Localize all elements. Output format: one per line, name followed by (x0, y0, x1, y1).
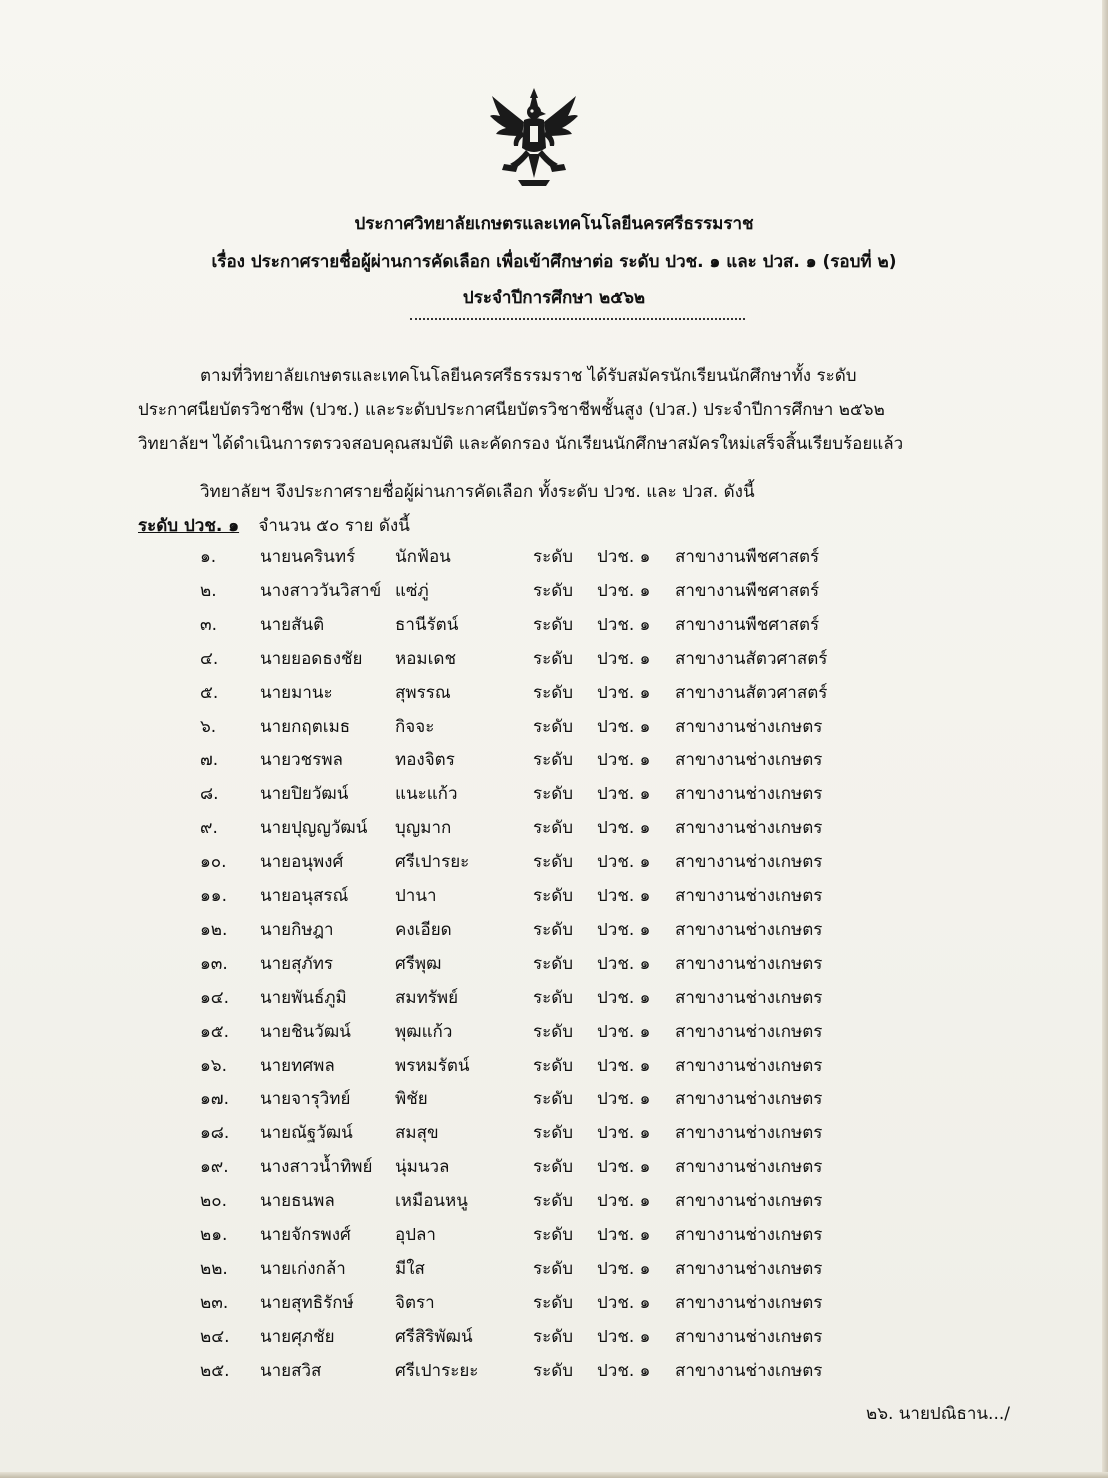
list-item (0, 713, 1108, 743)
list-item (0, 679, 1108, 709)
student-program: ปวช. ๑ (597, 953, 651, 974)
student-level-label: ระดับ (533, 750, 574, 771)
student-number: ๑๘. (200, 1123, 230, 1144)
student-last-name: สุพรรณ (395, 682, 451, 703)
student-branch: สาขางานช่างเกษตร (675, 1258, 823, 1279)
student-level-label: ระดับ (533, 1292, 574, 1313)
student-branch: สาขางานพืชศาสตร์ (675, 547, 820, 567)
student-program: ปวช. ๑ (597, 1123, 651, 1144)
student-level-label: ระดับ (533, 580, 574, 601)
list-item (0, 882, 1108, 912)
student-last-name: เหมือนหนู (395, 1191, 468, 1212)
student-branch: สาขางานช่างเกษตร (675, 852, 823, 873)
student-first-name: นายปุญญวัฒน์ (260, 818, 368, 839)
student-first-name: นายยอดธงชัย (260, 648, 363, 669)
student-number: ๑๙. (200, 1157, 229, 1178)
student-program: ปวช. ๑ (597, 1089, 651, 1110)
student-first-name: นางสาวน้ำทิพย์ (260, 1157, 373, 1178)
student-branch: สาขางานสัตวศาสตร์ (675, 648, 828, 669)
student-program: ปวช. ๑ (597, 1292, 651, 1313)
student-number: ๒๔. (200, 1326, 230, 1347)
student-branch: สาขางานช่างเกษตร (675, 1191, 823, 1212)
student-first-name: นายวชรพล (260, 750, 343, 771)
student-branch: สาขางานช่างเกษตร (675, 886, 823, 906)
student-first-name: นายศุภชัย (260, 1326, 335, 1347)
student-branch: สาขางานช่างเกษตร (675, 1055, 823, 1076)
student-program: ปวช. ๑ (597, 1326, 651, 1347)
student-branch: สาขางานพืชศาสตร์ (675, 614, 820, 635)
student-number: ๒๑. (200, 1225, 228, 1245)
student-level-label: ระดับ (533, 547, 574, 567)
student-number: ๑. (200, 547, 217, 567)
student-program: ปวช. ๑ (597, 648, 651, 669)
student-first-name: นายเก่งกล้า (260, 1258, 346, 1279)
student-last-name: ศรีเปาระยะ (395, 1360, 479, 1381)
student-level-label: ระดับ (533, 1089, 574, 1110)
student-number: ๒. (200, 580, 217, 601)
list-item (0, 1255, 1108, 1285)
student-first-name: นายณัฐวัฒน์ (260, 1123, 353, 1144)
student-last-name: ศรีพุฒ (395, 953, 442, 974)
student-number: ๑๖. (200, 1055, 227, 1076)
list-item (0, 814, 1108, 844)
student-number: ๑๒. (200, 919, 228, 940)
list-item (0, 1085, 1108, 1115)
student-level-label: ระดับ (533, 1055, 574, 1076)
student-number: ๑๗. (200, 1089, 229, 1110)
list-item (0, 1221, 1108, 1251)
student-number: ๖. (200, 716, 217, 737)
student-level-label: ระดับ (533, 818, 574, 839)
paper-edge (0, 1472, 1108, 1478)
student-first-name: นายนครินทร์ (260, 547, 356, 567)
student-branch: สาขางานช่างเกษตร (675, 919, 823, 940)
student-last-name: มีใส (395, 1258, 425, 1279)
student-number: ๙. (200, 818, 218, 839)
student-program: ปวช. ๑ (597, 852, 651, 873)
student-number: ๘. (200, 784, 219, 805)
list-item (0, 780, 1108, 810)
student-first-name: นายทศพล (260, 1055, 335, 1076)
student-last-name: พุฒแก้ว (395, 1021, 453, 1042)
student-last-name: แนะแก้ว (395, 784, 458, 805)
student-number: ๔. (200, 648, 219, 669)
student-level-label: ระดับ (533, 682, 574, 703)
student-program: ปวช. ๑ (597, 919, 651, 940)
student-first-name: นายสันติ (260, 614, 325, 635)
student-last-name: นุ่มนวล (395, 1157, 450, 1178)
student-level-label: ระดับ (533, 1191, 574, 1212)
student-branch: สาขางานช่างเกษตร (675, 1326, 823, 1347)
list-item (0, 1119, 1108, 1149)
student-level-label: ระดับ (533, 1258, 574, 1279)
student-level-label: ระดับ (533, 648, 574, 669)
student-number: ๑๔. (200, 987, 230, 1008)
student-program: ปวช. ๑ (597, 987, 651, 1008)
student-branch: สาขางานช่างเกษตร (675, 818, 823, 839)
student-branch: สาขางานช่างเกษตร (675, 1292, 823, 1313)
student-branch: สาขางานช่างเกษตร (675, 750, 823, 771)
student-first-name: นายปิยวัฒน์ (260, 784, 349, 805)
student-branch: สาขางานสัตวศาสตร์ (675, 682, 828, 703)
student-branch: สาขางานช่างเกษตร (675, 1360, 823, 1381)
student-level-label: ระดับ (533, 1360, 574, 1381)
student-number: ๗. (200, 750, 219, 771)
student-last-name: พรหมรัตน์ (395, 1055, 470, 1076)
student-first-name: นายกิษฎา (260, 919, 334, 940)
student-level-label: ระดับ (533, 886, 574, 906)
student-last-name: ปานา (395, 886, 437, 906)
student-level-label: ระดับ (533, 1157, 574, 1178)
list-item (0, 1289, 1108, 1319)
student-program: ปวช. ๑ (597, 1360, 651, 1381)
student-last-name: กิจจะ (395, 716, 435, 737)
list-item (0, 916, 1108, 946)
intro-line-1: ตามที่วิทยาลัยเกษตรและเทคโนโลยีนครศรีธรรมราช ได้รับสมัครนักเรียนนักศึกษาทั้ง ระดับ (200, 366, 857, 386)
student-last-name: บุญมาก (395, 818, 452, 839)
student-first-name: นายธนพล (260, 1191, 335, 1212)
student-first-name: นายกฤตเมธ (260, 716, 351, 737)
student-last-name: พิชัย (395, 1089, 428, 1110)
student-last-name: คงเอียด (395, 919, 452, 940)
student-branch: สาขางานช่างเกษตร (675, 1157, 823, 1178)
announcement-title: ประกาศวิทยาลัยเกษตรและเทคโนโลยีนครศรีธรรมราช (354, 214, 754, 234)
student-branch: สาขางานพืชศาสตร์ (675, 580, 820, 601)
student-program: ปวช. ๑ (597, 1258, 651, 1279)
dotted-divider (410, 318, 745, 320)
student-last-name: หอมเดช (395, 648, 457, 669)
student-level-label: ระดับ (533, 1225, 574, 1245)
student-level-label: ระดับ (533, 1326, 574, 1347)
student-first-name: นายชินวัฒน์ (260, 1021, 351, 1042)
list-item (0, 1052, 1108, 1082)
announcement-subject: เรื่อง ประกาศรายชื่อผู้ผ่านการคัดเลือก เพื่อเข้าศึกษาต่อ ระดับ ปวช. ๑ และ ปวส. ๑ (รอบที่ ๒) (211, 252, 897, 272)
student-program: ปวช. ๑ (597, 682, 651, 703)
student-first-name: นายอนุพงศ์ (260, 852, 344, 873)
list-item (0, 984, 1108, 1014)
student-last-name: สมทรัพย์ (395, 987, 459, 1008)
section-count: จำนวน ๕๐ ราย ดังนี้ (258, 516, 410, 536)
student-number: ๒๓. (200, 1292, 229, 1313)
intro-line-2: ประกาศนียบัตรวิชาชีพ (ปวช.) และระดับประกาศนียบัตรวิชาชีพชั้นสูง (ปวส.) ประจำปีการศึกษา ๒๕๖๒ (138, 400, 885, 420)
student-first-name: นายสุทธิรักษ์ (260, 1292, 354, 1313)
student-level-label: ระดับ (533, 987, 574, 1008)
student-program: ปวช. ๑ (597, 886, 651, 906)
garuda-emblem-icon (488, 86, 580, 188)
student-first-name: นายมานะ (260, 682, 333, 703)
student-branch: สาขางานช่างเกษตร (675, 1089, 823, 1110)
student-program: ปวช. ๑ (597, 818, 651, 839)
section-heading (138, 512, 410, 539)
student-number: ๑๐. (200, 852, 227, 873)
student-number: ๓. (200, 614, 218, 635)
student-program: ปวช. ๑ (597, 1157, 651, 1178)
student-program: ปวช. ๑ (597, 784, 651, 805)
student-branch: สาขางานช่างเกษตร (675, 784, 823, 805)
student-number: ๒๐. (200, 1191, 227, 1212)
student-branch: สาขางานช่างเกษตร (675, 1123, 823, 1144)
student-number: ๑๕. (200, 1021, 230, 1042)
student-number: ๒๒. (200, 1258, 228, 1279)
student-last-name: อุปลา (395, 1225, 436, 1245)
student-level-label: ระดับ (533, 716, 574, 737)
student-first-name: นายอนุสรณ์ (260, 886, 349, 906)
list-item (0, 611, 1108, 641)
student-level-label: ระดับ (533, 784, 574, 805)
student-program: ปวช. ๑ (597, 547, 651, 567)
intro-line-3: วิทยาลัยฯ ได้ดำเนินการตรวจสอบคุณสมบัติ และคัดกรอง นักเรียนนักศึกษาสมัครใหม่เสร็จสิ้นเรียบร้อยแล้ว (138, 434, 904, 454)
student-first-name: นางสาววันวิสาข์ (260, 580, 382, 601)
student-level-label: ระดับ (533, 1021, 574, 1042)
list-item (0, 848, 1108, 878)
continued-next-page: ๒๖. นายปณิธาน.../ (866, 1404, 1010, 1424)
list-item (0, 1357, 1108, 1387)
list-item (0, 950, 1108, 980)
list-item (0, 543, 1108, 573)
student-program: ปวช. ๑ (597, 1055, 651, 1076)
student-level-label: ระดับ (533, 919, 574, 940)
list-item (0, 1153, 1108, 1183)
student-branch: สาขางานช่างเกษตร (675, 1225, 823, 1245)
student-program: ปวช. ๑ (597, 716, 651, 737)
list-item (0, 746, 1108, 776)
student-level-label: ระดับ (533, 1123, 574, 1144)
student-branch: สาขางานช่างเกษตร (675, 953, 823, 974)
student-first-name: นายพันธ์ภูมิ (260, 987, 347, 1008)
student-program: ปวช. ๑ (597, 1021, 651, 1042)
list-item (0, 577, 1108, 607)
student-last-name: ธานีรัตน์ (395, 614, 459, 635)
student-branch: สาขางานช่างเกษตร (675, 987, 823, 1008)
student-program: ปวช. ๑ (597, 614, 651, 635)
student-last-name: แซ่ภู่ (395, 580, 429, 601)
intro-line-4: วิทยาลัยฯ จึงประกาศรายชื่อผู้ผ่านการคัดเลือก ทั้งระดับ ปวช. และ ปวส. ดังนี้ (200, 482, 755, 502)
student-last-name: นักฟ้อน (395, 547, 451, 567)
section-level-label: ระดับ ปวช. ๑ (138, 516, 240, 536)
student-first-name: นายจารุวิทย์ (260, 1089, 351, 1110)
student-program: ปวช. ๑ (597, 750, 651, 771)
student-first-name: นายสุภัทร (260, 953, 334, 974)
list-item (0, 1323, 1108, 1353)
student-last-name: ทองจิตร (395, 750, 455, 771)
student-first-name: นายจักรพงศ์ (260, 1225, 351, 1245)
student-last-name: สมสุข (395, 1123, 439, 1144)
student-first-name: นายสวิส (260, 1360, 322, 1381)
student-last-name: ศรีเปารยะ (395, 852, 470, 873)
list-item (0, 1187, 1108, 1217)
student-program: ปวช. ๑ (597, 580, 651, 601)
academic-year: ประจำปีการศึกษา ๒๕๖๒ (462, 288, 646, 308)
student-level-label: ระดับ (533, 953, 574, 974)
student-last-name: ศรีสิริพัฒน์ (395, 1326, 473, 1347)
student-program: ปวช. ๑ (597, 1191, 651, 1212)
student-level-label: ระดับ (533, 852, 574, 873)
student-last-name: จิตรา (395, 1292, 435, 1313)
list-item (0, 645, 1108, 675)
student-branch: สาขางานช่างเกษตร (675, 1021, 823, 1042)
student-number: ๒๕. (200, 1360, 230, 1381)
student-level-label: ระดับ (533, 614, 574, 635)
student-number: ๑๓. (200, 953, 228, 974)
student-branch: สาขางานช่างเกษตร (675, 716, 823, 737)
list-item (0, 1018, 1108, 1048)
student-number: ๑๑. (200, 886, 227, 906)
student-number: ๕. (200, 682, 219, 703)
student-program: ปวช. ๑ (597, 1225, 651, 1245)
